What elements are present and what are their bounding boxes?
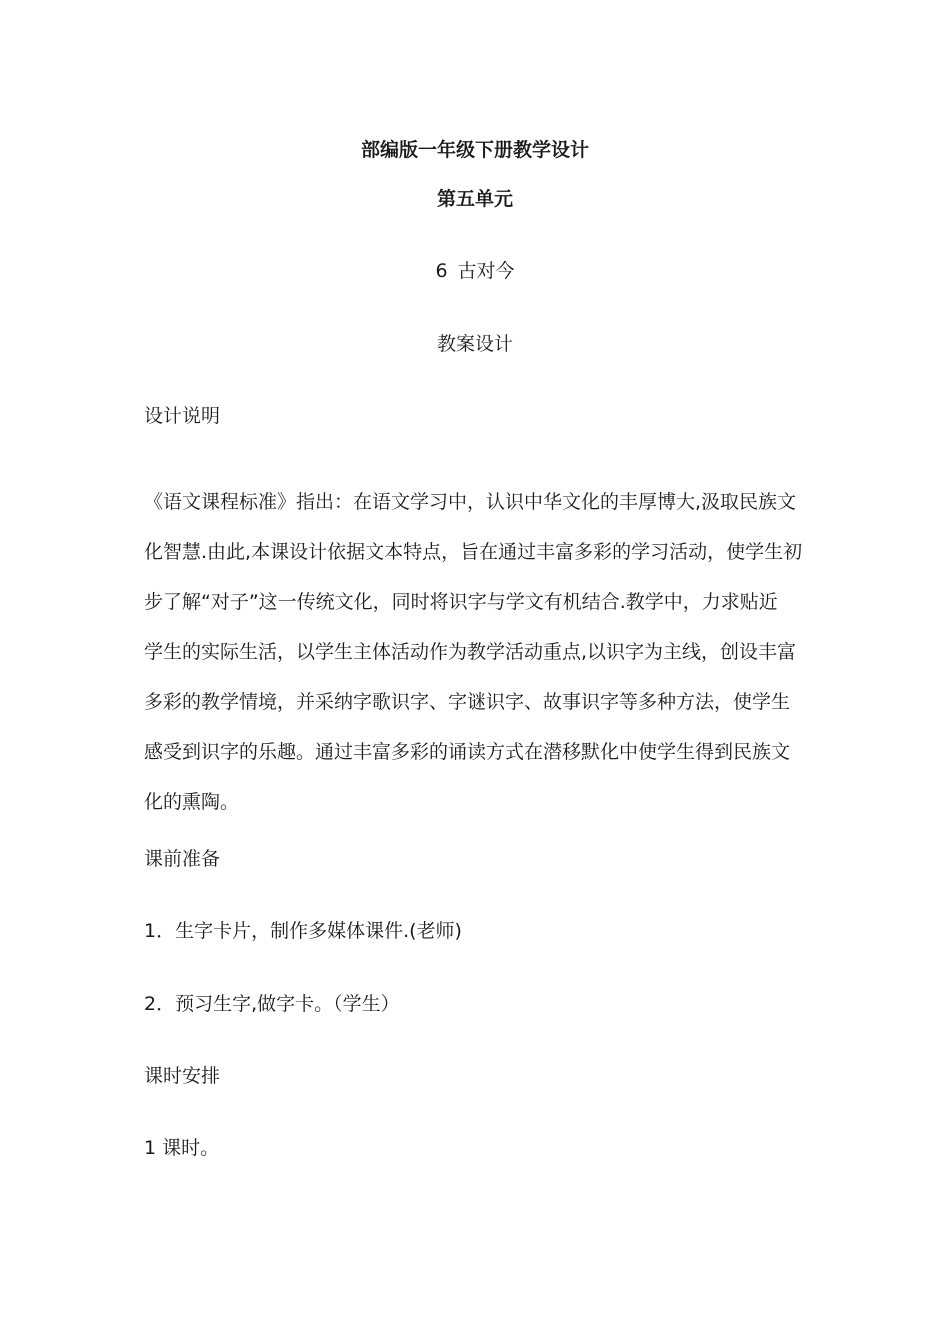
preparation-item: 2．预习生字,做字卡。（学生） [144, 993, 400, 1015]
design-note-heading: 设计说明 [144, 405, 221, 427]
schedule-text: 1 课时。 [144, 1137, 220, 1159]
paragraph-line: 感受到识字的乐趣。通过丰富多彩的诵读方式在潜移默化中使学生得到民族文 [144, 741, 791, 763]
schedule-heading: 课时安排 [144, 1065, 221, 1087]
lesson-heading [0, 259, 950, 283]
section-label: 教案设计 [436, 333, 513, 355]
unit-title: 第五单元 [436, 188, 513, 210]
paragraph-line: 多彩的教学情境，并采纳字歌识字、字谜识字、故事识字等多种方法，使学生 [144, 691, 791, 713]
document-title: 部编版一年级下册教学设计 [360, 139, 589, 161]
design-note-paragraph [144, 477, 812, 827]
paragraph-line: 化智慧.由此,本课设计依据文本特点，旨在通过丰富多彩的学习活动，使学生初 [144, 541, 803, 563]
paragraph-line: 《语文课程标准》指出：在语文学习中，认识中华文化的丰厚博大,汲取民族文 [144, 491, 797, 513]
preparation-item: 1．生字卡片，制作多媒体课件.(老师) [144, 920, 462, 942]
lesson-number: 6 [435, 260, 448, 282]
paragraph-line: 步了解“对子”这一传统文化，同时将识字与学文有机结合.教学中，力求贴近 [144, 591, 778, 613]
preparation-heading: 课前准备 [144, 848, 221, 870]
paragraph-line: 化的熏陶。 [144, 791, 240, 813]
lesson-title: 古对今 [457, 260, 515, 282]
paragraph-line: 学生的实际生活，以学生主体活动作为教学活动重点,以识字为主线，创设丰富 [144, 641, 797, 663]
